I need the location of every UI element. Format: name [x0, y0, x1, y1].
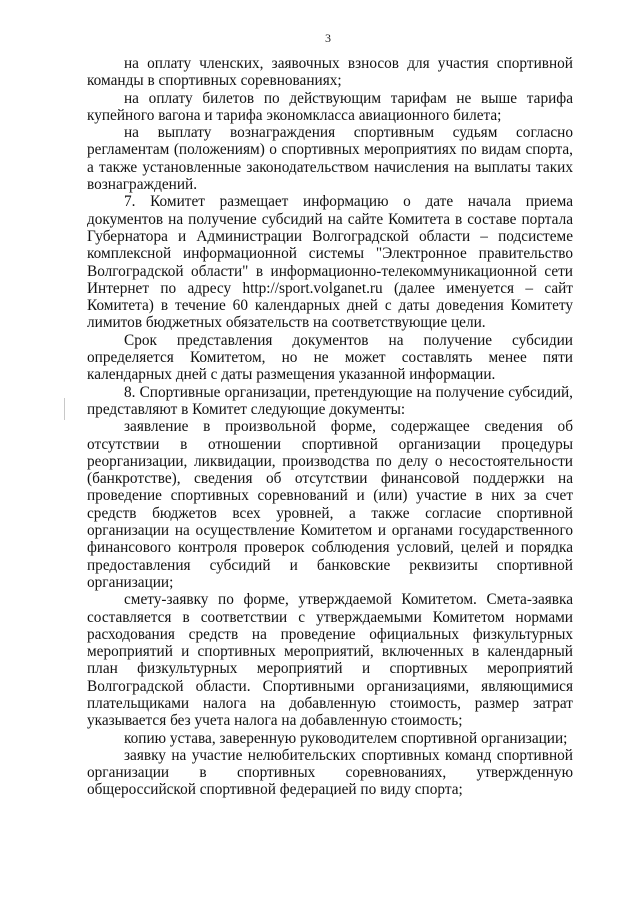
paragraph-item-7: 7. Комитет размещает информацию о дате начала приема документов на получение субсидий на сайте Комитета в составе портала Губернатора и Администрации Волгоградской области – подсистеме комплексной информационной системы "Электронное правительство Волгоградской области" в информационно-телекоммуникационной сети Интернет по адресу http://sport.volganet.ru (далее именуется – сайт Комитета) в течение 60 календарных дней с даты доведения Комитету лимитов бюджетных обязательств на соответствующие цели.	[87, 193, 573, 332]
paragraph-referee-fees: на выплату вознаграждения спортивным судьям согласно регламентам (положениям) о спортивных мероприятиях по видам спорта, а также установленные законодательством начисления на выплаты таких вознаграждений.	[87, 124, 573, 194]
paragraph-application: заявление в произвольной форме, содержащее сведения об отсутствии в отношении спортивной организации процедуры реорганизации, ликвидации, производства по делу о несостоятельности (банкротстве), сведения об отсутствии финансовой поддержки на проведение спортивных соревнований и (или) участие в них за счет средств бюджетов всех уровней, а также согласие спортивной организации на осуществление Комитетом и органами государственного финансового контроля проверок соблюдения условий, целей и порядка предоставления субсидий и банковские реквизиты спортивной организации;	[87, 418, 573, 591]
margin-mark	[64, 398, 65, 420]
paragraph-membership-fees: на оплату членских, заявочных взносов для участия спортивной команды в спортивных соревнованиях;	[87, 55, 573, 90]
paragraph-tickets: на оплату билетов по действующим тарифам не выше тарифа купейного вагона и тарифа экономкласса авиационного билета;	[87, 89, 573, 124]
paragraph-charter-copy: копию устава, заверенную руководителем спортивной организации;	[124, 729, 568, 747]
page-number: 3	[325, 31, 331, 45]
document-body	[87, 55, 573, 799]
paragraph-cost-estimate: смету-заявку по форме, утверждаемой Комитетом. Смета-заявка составляется в соответствии с утверждаемыми Комитетом нормами расходования средств на проведение официальных физкультурных мероприятий и спортивных мероприятий, включенных в календарный план физкультурных мероприятий и спортивных мероприятий Волгоградской области. Спортивными организациями, являющимися плательщиками налога на добавленную стоимость, размер затрат указывается без учета налога на добавленную стоимость;	[87, 591, 573, 730]
paragraph-item-8: 8. Спортивные организации, претендующие на получение субсидий, представляют в Комитет следующие документы:	[87, 383, 573, 418]
paragraph-team-entry: заявку на участие нелюбительских спортивных команд спортивной организации в спортивных соревнованиях, утвержденную общероссийской спортивной федерацией по виду спорта;	[87, 746, 573, 799]
paragraph-submission-deadline: Срок представления документов на получение субсидии определяется Комитетом, но не может составлять менее пяти календарных дней с даты размещения указанной информации.	[87, 331, 573, 384]
